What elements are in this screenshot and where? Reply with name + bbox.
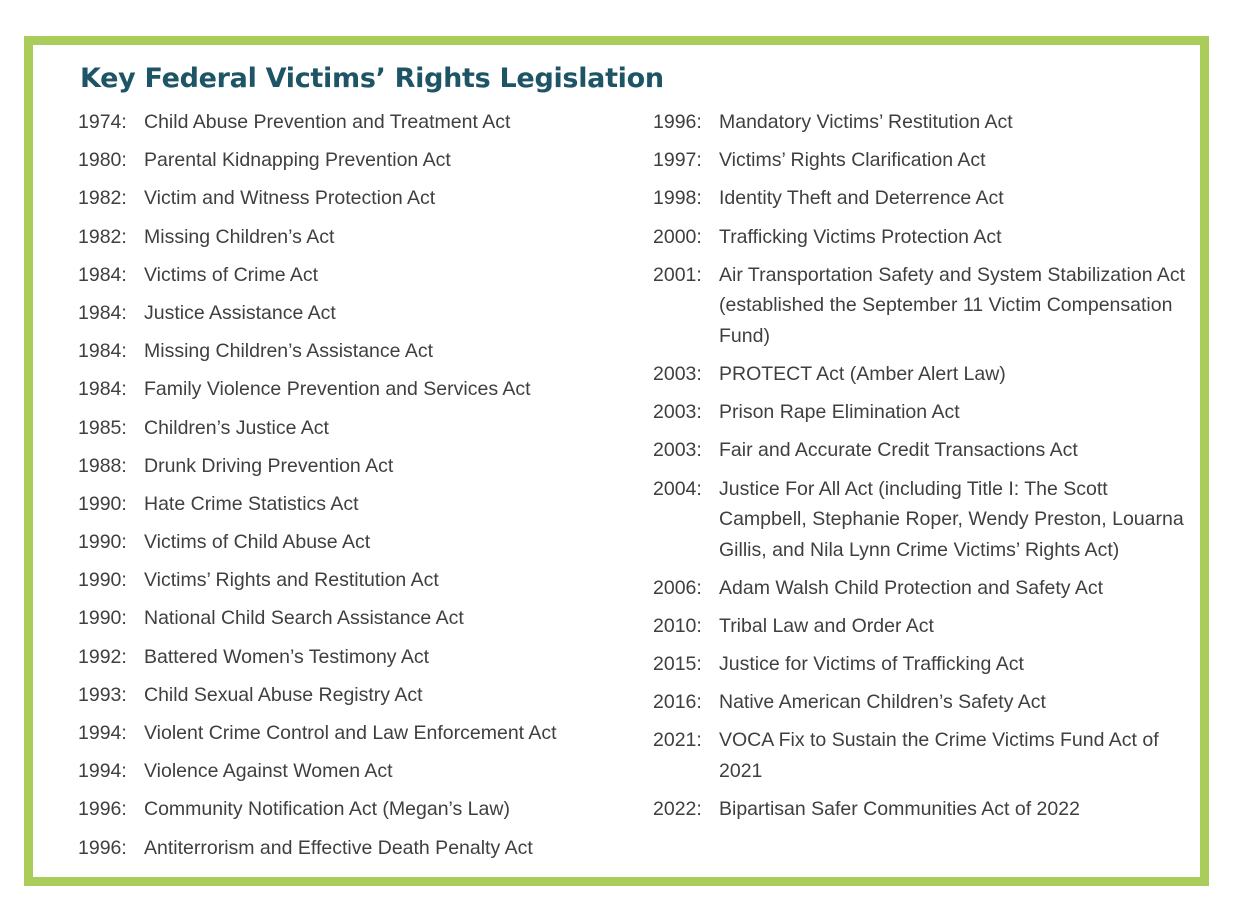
list-item (78, 183, 638, 214)
item-year: 1997: (653, 149, 702, 172)
item-year: 1996: (78, 836, 127, 859)
legislation-list-right (653, 107, 1193, 832)
item-act-name: Victims’ Rights and Restitution Act (144, 569, 439, 592)
list-item (78, 374, 638, 405)
list-item (653, 725, 1193, 786)
item-act-name: Violence Against Women Act (144, 760, 393, 783)
item-act-name: Drunk Driving Prevention Act (144, 454, 394, 477)
item-act-name: Parental Kidnapping Prevention Act (144, 149, 451, 172)
list-item (78, 756, 638, 787)
list-item (78, 260, 638, 291)
list-item (78, 451, 638, 482)
item-year: 1990: (78, 531, 127, 554)
list-item (653, 183, 1193, 214)
item-year: 2016: (653, 691, 702, 714)
item-act-name: Child Abuse Prevention and Treatment Act (144, 111, 511, 133)
list-item (78, 298, 638, 329)
item-act-name: Children’s Justice Act (144, 416, 329, 439)
item-act-name: Victims’ Rights Clarification Act (719, 149, 986, 172)
item-year: 1984: (78, 301, 127, 324)
item-act-name: Victims of Child Abuse Act (144, 531, 371, 554)
list-item (78, 336, 638, 367)
item-act-name: Tribal Law and Order Act (719, 614, 934, 637)
item-act-name: Hate Crime Statistics Act (144, 492, 359, 515)
list-item (653, 145, 1193, 176)
list-item (653, 794, 1193, 825)
list-item (78, 413, 638, 444)
item-year: 2004: (653, 477, 702, 500)
item-year: 1984: (78, 378, 127, 401)
panel-title: Key Federal Victims’ Rights Legislation (80, 63, 664, 94)
item-act-name: VOCA Fix to Sustain the Crime Victims Fund Act of 2021 (719, 729, 1159, 782)
item-year: 1984: (78, 340, 127, 363)
item-year: 1994: (78, 760, 127, 783)
item-year: 1980: (78, 149, 127, 172)
item-act-name: Community Notification Act (Megan’s Law) (144, 798, 510, 821)
item-act-name: Violent Crime Control and Law Enforcement Act (144, 722, 557, 744)
list-item (78, 680, 638, 711)
item-year: 1990: (78, 569, 127, 592)
item-year: 1985: (78, 416, 127, 439)
item-year: 1992: (78, 645, 127, 668)
list-item (78, 718, 638, 749)
item-act-name: Native American Children’s Safety Act (719, 691, 1046, 714)
list-item (653, 649, 1193, 680)
list-item (653, 573, 1193, 604)
item-act-name: Bipartisan Safer Communities Act of 2022 (719, 798, 1080, 821)
item-year: 2022: (653, 798, 702, 821)
item-act-name: Mandatory Victims’ Restitution Act (719, 111, 1013, 133)
item-act-name: Victim and Witness Protection Act (144, 187, 436, 210)
list-item (78, 489, 638, 520)
item-year: 2003: (653, 362, 702, 385)
item-year: 1988: (78, 454, 127, 477)
item-year: 2003: (653, 439, 702, 462)
item-act-name: Fair and Accurate Credit Transactions Act (719, 439, 1078, 462)
item-year: 1990: (78, 607, 127, 630)
item-act-name: National Child Search Assistance Act (144, 607, 464, 630)
item-act-name: Air Transportation Safety and System Stabilization Act (established the September 11 Victim Compensation Fund) (719, 263, 1186, 347)
item-act-name: Victims of Crime Act (144, 263, 319, 286)
item-act-name: Adam Walsh Child Protection and Safety Act (719, 576, 1104, 599)
item-year: 1994: (78, 722, 127, 744)
item-act-name: Prison Rape Elimination Act (719, 401, 960, 424)
item-act-name: Family Violence Prevention and Services Act (144, 378, 531, 401)
item-act-name: Trafficking Victims Protection Act (719, 225, 1002, 248)
list-item (653, 359, 1193, 390)
item-act-name: Missing Children’s Act (144, 225, 335, 248)
item-act-name: Identity Theft and Deterrence Act (719, 187, 1004, 210)
item-act-name: Antiterrorism and Effective Death Penalty Act (144, 836, 533, 859)
list-item (653, 397, 1193, 428)
list-item (78, 565, 638, 596)
item-act-name: Battered Women’s Testimony Act (144, 645, 430, 668)
list-item (653, 611, 1193, 642)
list-item (653, 260, 1193, 352)
item-year: 1990: (78, 492, 127, 515)
item-year: 2015: (653, 653, 702, 676)
list-item (78, 107, 638, 138)
list-item (653, 435, 1193, 466)
item-year: 1998: (653, 187, 702, 210)
item-year: 2010: (653, 614, 702, 637)
list-item (653, 107, 1193, 138)
item-act-name: Missing Children’s Assistance Act (144, 340, 434, 363)
item-act-name: PROTECT Act (Amber Alert Law) (719, 362, 1006, 385)
item-year: 1996: (78, 798, 127, 821)
item-year: 2006: (653, 576, 702, 599)
list-item (78, 527, 638, 558)
item-act-name: Justice For All Act (including Title I: The Scott Campbell, Stephanie Roper, Wendy Preston, Louarna Gillis, and Nila Lynn Crime Victims’ Rights Act) (719, 477, 1184, 561)
item-year: 2000: (653, 225, 702, 248)
item-year: 1993: (78, 683, 127, 706)
list-item (653, 222, 1193, 253)
item-act-name: Justice for Victims of Trafficking Act (719, 653, 1024, 676)
item-year: 1984: (78, 263, 127, 286)
legislation-panel (24, 36, 1209, 886)
item-act-name: Justice Assistance Act (144, 301, 336, 324)
list-item (78, 222, 638, 253)
list-item (78, 794, 638, 825)
list-item (78, 642, 638, 673)
list-item (78, 145, 638, 176)
item-act-name: Child Sexual Abuse Registry Act (144, 683, 423, 706)
item-year: 1996: (653, 111, 702, 133)
item-year: 2021: (653, 729, 702, 752)
list-item (78, 603, 638, 634)
item-year: 2001: (653, 263, 702, 286)
list-item (653, 474, 1193, 566)
item-year: 2003: (653, 401, 702, 424)
legislation-list-left (78, 107, 638, 871)
list-item (653, 687, 1193, 718)
list-item (78, 833, 638, 864)
item-year: 1982: (78, 187, 127, 210)
item-year: 1974: (78, 111, 127, 133)
item-year: 1982: (78, 225, 127, 248)
